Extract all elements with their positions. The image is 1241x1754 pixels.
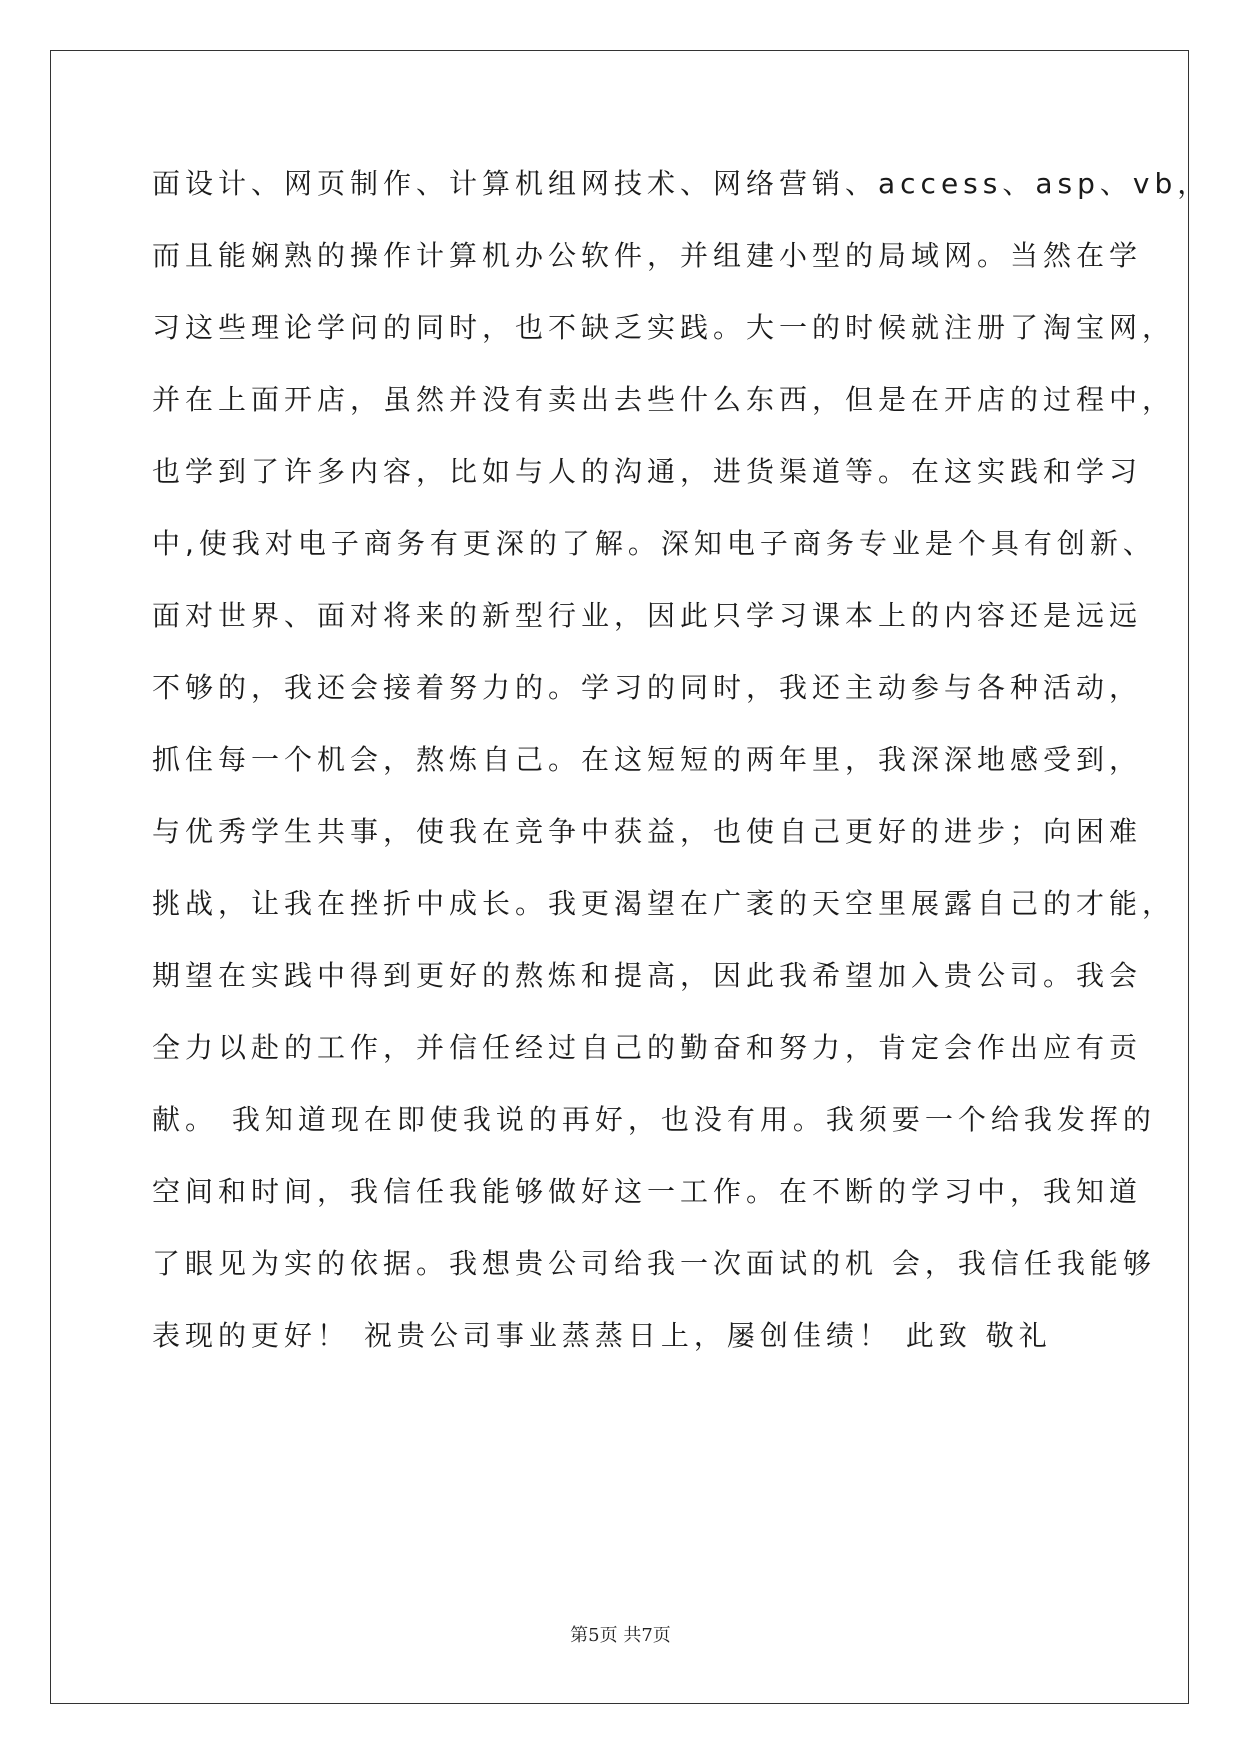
- text-line: 全力以赴的工作，并信任经过自己的勤奋和努力，肯定会作出应有贡: [152, 1031, 1143, 1064]
- text-line: 而且能娴熟的操作计算机办公软件，并组建小型的局域网。当然在学: [152, 239, 1143, 272]
- text-line: 不够的，我还会接着努力的。学习的同时，我还主动参与各种活动，: [152, 671, 1143, 704]
- text-line: 挑战，让我在挫折中成长。我更渴望在广袤的天空里展露自己的才能，: [152, 887, 1176, 920]
- page-border: [50, 50, 1189, 1704]
- text-line: 面设计、网页制作、计算机组网技术、网络营销、access、asp、vb，: [152, 167, 1211, 200]
- text-line: 也学到了许多内容，比如与人的沟通，进货渠道等。在这实践和学习: [152, 455, 1143, 488]
- text-line: 空间和时间，我信任我能够做好这一工作。在不断的学习中，我知道: [152, 1175, 1143, 1208]
- text-line: 了眼见为实的依据。我想贵公司给我一次面试的机 会，我信任我能够: [152, 1247, 1156, 1280]
- text-line: 期望在实践中得到更好的熬炼和提高，因此我希望加入贵公司。我会: [152, 959, 1143, 992]
- text-line: 中,使我对电子商务有更深的了解。深知电子商务专业是个具有创新、: [152, 527, 1156, 560]
- text-line: 并在上面开店，虽然并没有卖出去些什么东西，但是在开店的过程中，: [152, 383, 1176, 416]
- text-line: 表现的更好！ 祝贵公司事业蒸蒸日上，屡创佳绩！ 此致 敬礼: [152, 1319, 1052, 1352]
- text-line: 面对世界、面对将来的新型行业，因此只学习课本上的内容还是远远: [152, 599, 1143, 632]
- text-line: 习这些理论学问的同时，也不缺乏实践。大一的时候就注册了淘宝网，: [152, 311, 1176, 344]
- text-line: 献。 我知道现在即使我说的再好，也没有用。我须要一个给我发挥的: [152, 1103, 1156, 1136]
- page-number: 第5页 共7页: [570, 1625, 671, 1646]
- text-line: 抓住每一个机会，熬炼自己。在这短短的两年里，我深深地感受到，: [152, 743, 1143, 776]
- text-line: 与优秀学生共事，使我在竞争中获益，也使自己更好的进步；向困难: [152, 815, 1143, 848]
